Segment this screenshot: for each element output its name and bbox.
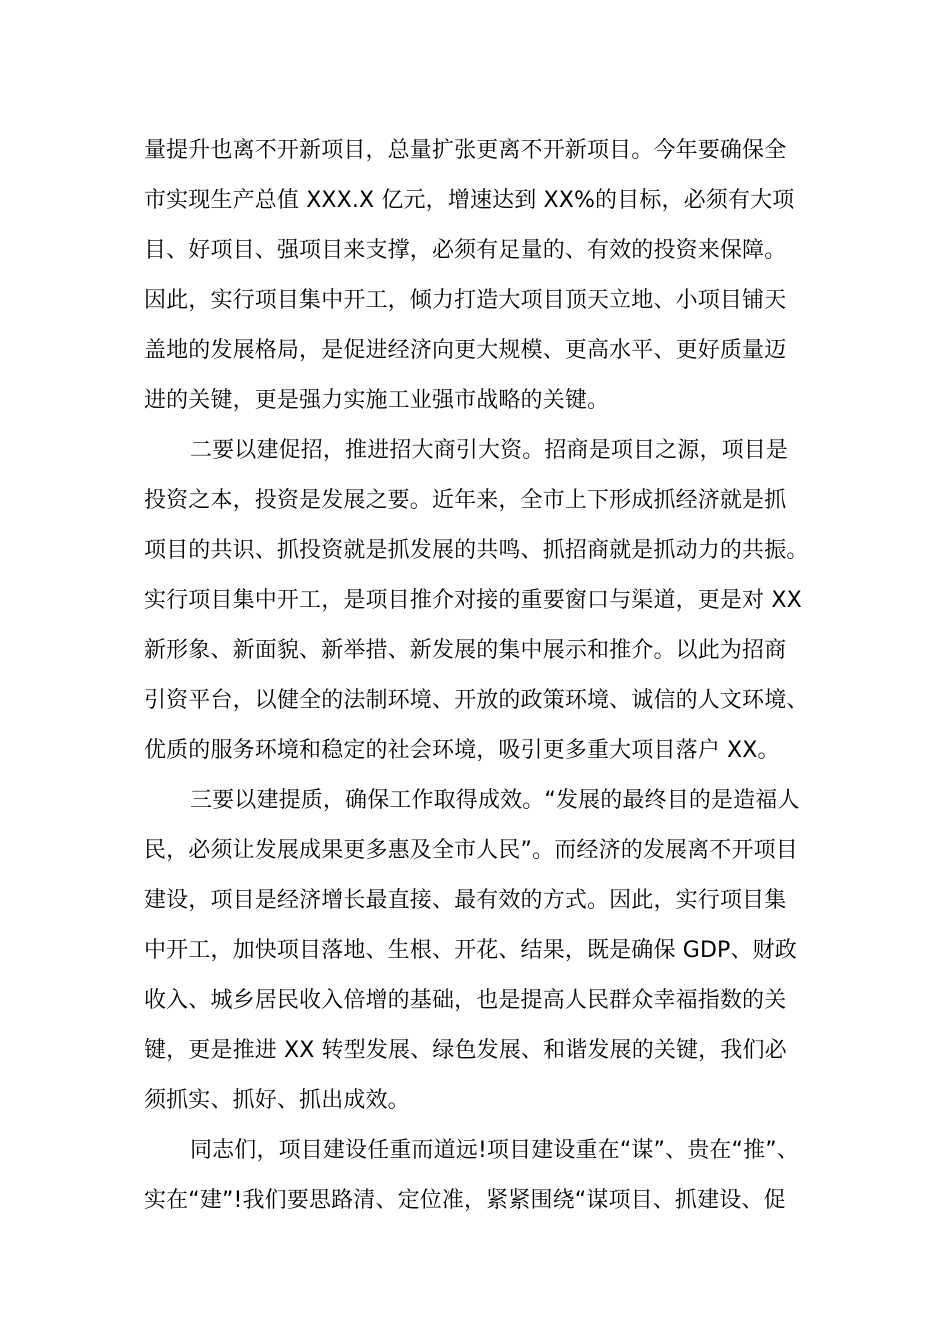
text-line: 项目的共识、抓投资就是抓发展的共鸣、抓招商就是抓动力的共振。 <box>144 538 809 563</box>
paragraph-start-line: 同志们，项目建设任重而道远!项目建设重在“谋”、贵在“推”、 <box>190 1138 799 1163</box>
text-line: 盖地的发展格局，是促进经济向更大规模、更高水平、更好质量迈 <box>144 338 787 363</box>
text-line: 优质的服务环境和稳定的社会环境，吸引更多重大项目落户 XX。 <box>144 738 780 763</box>
text-line: 建设，项目是经济增长最直接、最有效的方式。因此，实行项目集 <box>144 888 787 913</box>
text-line: 收入、城乡居民收入倍增的基础，也是提高人民群众幸福指数的关 <box>144 988 787 1013</box>
text-line: 新形象、新面貌、新举措、新发展的集中展示和推介。以此为招商 <box>144 638 787 663</box>
body-text <box>144 126 824 1226</box>
text-line: 实行项目集中开工，是项目推介对接的重要窗口与渠道，更是对 XX <box>144 588 802 613</box>
text-line: 民，必须让发展成果更多惠及全市人民”。而经济的发展离不开项目 <box>144 838 798 863</box>
text-line: 键，更是推进 XX 转型发展、绿色发展、和谐发展的关键，我们必 <box>144 1038 787 1063</box>
text-line: 目、好项目、强项目来支撑，必须有足量的、有效的投资来保障。 <box>144 238 787 263</box>
text-line: 进的关键，更是强力实施工业强市战略的关键。 <box>144 388 610 413</box>
text-line: 引资平台，以健全的法制环境、开放的政策环境、诚信的人文环境、 <box>144 688 809 713</box>
text-line: 实在“建”!我们要思路清、定位准，紧紧围绕“谋项目、抓建设、促 <box>144 1188 786 1213</box>
text-line: 量提升也离不开新项目，总量扩张更离不开新项目。今年要确保全 <box>144 138 787 163</box>
text-line: 投资之本，投资是发展之要。近年来，全市上下形成抓经济就是抓 <box>144 488 787 513</box>
paragraph-start-line: 二要以建促招，推进招大商引大资。招商是项目之源，项目是 <box>190 438 789 463</box>
text-line: 中开工，加快项目落地、生根、开花、结果，既是确保 GDP、财政 <box>144 938 797 963</box>
text-line: 因此，实行项目集中开工，倾力打造大项目顶天立地、小项目铺天 <box>144 288 787 313</box>
text-line: 市实现生产总值 XXX.X 亿元，增速达到 XX%的目标，必须有大项 <box>144 188 795 213</box>
text-line: 须抓实、抓好、抓出成效。 <box>144 1088 410 1113</box>
paragraph-start-line: 三要以建提质，确保工作取得成效。“发展的最终目的是造福人 <box>190 788 800 813</box>
